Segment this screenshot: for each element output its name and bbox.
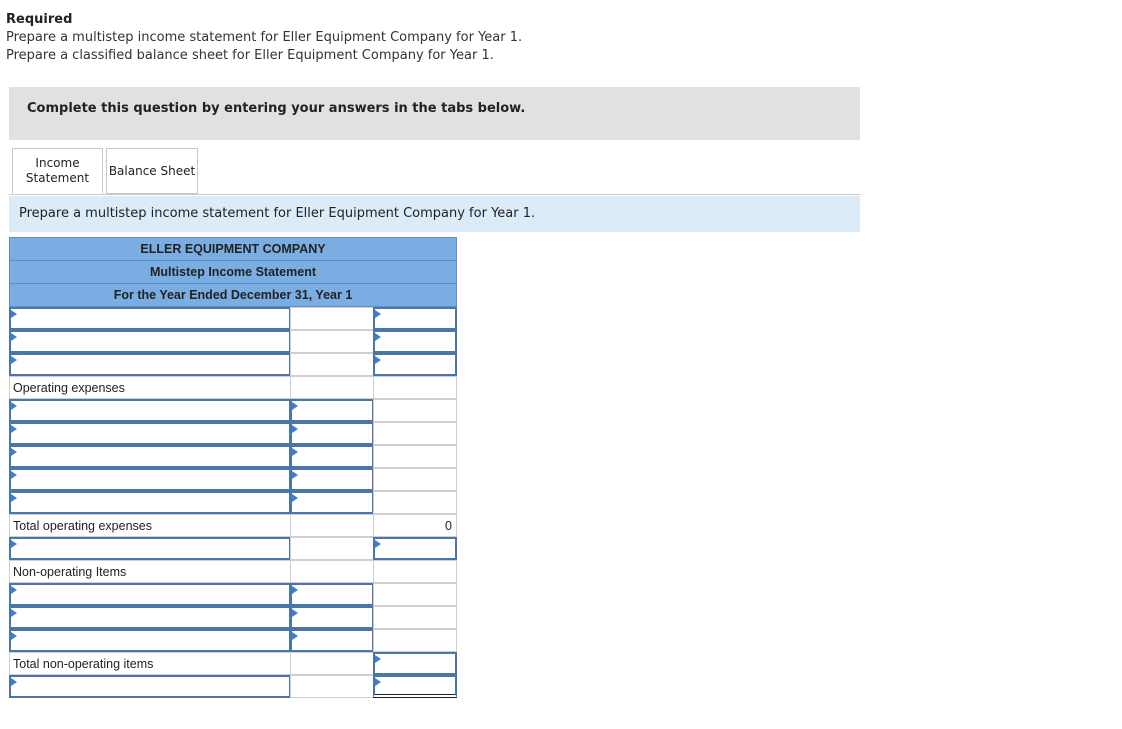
dropdown-marker-icon (11, 402, 17, 410)
amount-field[interactable] (290, 399, 374, 422)
amount-field[interactable] (290, 468, 374, 491)
static-cell (290, 652, 374, 675)
tab-income-label-line1: Income (35, 156, 80, 170)
dropdown-marker-icon (375, 333, 381, 341)
dropdown-marker-icon (11, 609, 17, 617)
dropdown-marker-icon (292, 632, 298, 640)
account-name-field[interactable] (9, 675, 291, 698)
row-label: Operating expenses (13, 381, 125, 395)
statement-row (9, 629, 457, 652)
static-cell (9, 652, 291, 675)
account-name-field[interactable] (9, 491, 291, 514)
account-name-field[interactable] (9, 468, 291, 491)
static-cell (373, 468, 457, 491)
dropdown-marker-icon (11, 333, 17, 341)
dropdown-marker-icon (292, 609, 298, 617)
tab-income-statement[interactable] (12, 148, 103, 194)
row-label: Non-operating Items (13, 565, 127, 579)
static-cell (290, 330, 374, 353)
account-name-field[interactable] (9, 422, 291, 445)
dropdown-marker-icon (11, 448, 17, 456)
static-cell (9, 376, 291, 399)
statement-row (9, 514, 457, 537)
static-cell (373, 445, 457, 468)
account-name-field[interactable] (9, 445, 291, 468)
statement-rows (9, 307, 457, 698)
instructions-banner (9, 87, 860, 140)
static-cell (9, 560, 291, 583)
static-cell (373, 491, 457, 514)
tab-instruction (9, 196, 860, 232)
dropdown-marker-icon (11, 540, 17, 548)
static-cell (290, 537, 374, 560)
tab-divider (9, 194, 860, 195)
static-cell (290, 560, 374, 583)
account-name-field[interactable] (9, 330, 291, 353)
static-cell (373, 514, 457, 537)
statement-row (9, 445, 457, 468)
statement-row (9, 606, 457, 629)
statement-row (9, 307, 457, 330)
dropdown-marker-icon (11, 310, 17, 318)
total-field[interactable] (373, 675, 457, 698)
statement-title: Multistep Income Statement (9, 261, 457, 284)
income-statement-table (9, 237, 457, 698)
statement-row (9, 652, 457, 675)
dropdown-marker-icon (375, 678, 381, 686)
dropdown-marker-icon (375, 356, 381, 364)
dropdown-marker-icon (375, 540, 381, 548)
tab-income-label-line2: Statement (25, 171, 90, 185)
static-cell (290, 514, 374, 537)
banner-text: Complete this question by entering your answers in the tabs below. (27, 101, 526, 116)
tab-balance-label: Balance Sheet (108, 163, 196, 178)
amount-field[interactable] (290, 629, 374, 652)
dropdown-marker-icon (375, 655, 381, 663)
static-cell (373, 583, 457, 606)
account-name-field[interactable] (9, 307, 291, 330)
company-name: ELLER EQUIPMENT COMPANY (9, 237, 457, 261)
static-cell (373, 422, 457, 445)
amount-field[interactable] (290, 583, 374, 606)
statement-row (9, 583, 457, 606)
statement-row (9, 422, 457, 445)
dropdown-marker-icon (11, 471, 17, 479)
statement-row (9, 399, 457, 422)
dropdown-marker-icon (375, 310, 381, 318)
total-field[interactable] (373, 537, 457, 560)
statement-row (9, 376, 457, 399)
total-field[interactable] (373, 353, 457, 376)
static-cell (9, 514, 291, 537)
dropdown-marker-icon (292, 448, 298, 456)
dropdown-marker-icon (11, 586, 17, 594)
amount-field[interactable] (290, 445, 374, 468)
statement-row (9, 560, 457, 583)
static-cell (373, 560, 457, 583)
dropdown-marker-icon (11, 632, 17, 640)
dropdown-marker-icon (292, 471, 298, 479)
required-heading: Required (6, 12, 73, 27)
amount-field[interactable] (290, 606, 374, 629)
dropdown-marker-icon (292, 494, 298, 502)
account-name-field[interactable] (9, 583, 291, 606)
statement-row (9, 330, 457, 353)
required-line-2: Prepare a classified balance sheet for Eller Equipment Company for Year 1. (6, 48, 494, 63)
statement-row (9, 468, 457, 491)
statement-row (9, 491, 457, 514)
static-cell (290, 353, 374, 376)
row-label: Total operating expenses (13, 519, 152, 533)
account-name-field[interactable] (9, 606, 291, 629)
static-cell (373, 629, 457, 652)
dropdown-marker-icon (11, 425, 17, 433)
statement-row (9, 537, 457, 560)
static-cell (373, 376, 457, 399)
account-name-field[interactable] (9, 353, 291, 376)
dropdown-marker-icon (11, 356, 17, 364)
total-field[interactable] (373, 652, 457, 675)
dropdown-marker-icon (292, 402, 298, 410)
static-cell (290, 307, 374, 330)
amount-field[interactable] (290, 491, 374, 514)
dropdown-marker-icon (11, 494, 17, 502)
tab-instruction-text: Prepare a multistep income statement for Eller Equipment Company for Year 1. (19, 206, 536, 221)
dropdown-marker-icon (292, 586, 298, 594)
statement-row (9, 675, 457, 698)
required-line-1: Prepare a multistep income statement for Eller Equipment Company for Year 1. (6, 30, 523, 45)
dropdown-marker-icon (11, 678, 17, 686)
total-field[interactable] (373, 330, 457, 353)
row-value: 0 (445, 519, 452, 533)
row-label: Total non-operating items (13, 657, 154, 671)
account-name-field[interactable] (9, 629, 291, 652)
total-field[interactable] (373, 307, 457, 330)
tab-balance-sheet[interactable] (106, 148, 198, 194)
account-name-field[interactable] (9, 537, 291, 560)
static-cell (373, 399, 457, 422)
static-cell (290, 376, 374, 399)
account-name-field[interactable] (9, 399, 291, 422)
static-cell (290, 675, 374, 698)
amount-field[interactable] (290, 422, 374, 445)
statement-row (9, 353, 457, 376)
dropdown-marker-icon (292, 425, 298, 433)
statement-period: For the Year Ended December 31, Year 1 (9, 284, 457, 307)
static-cell (373, 606, 457, 629)
